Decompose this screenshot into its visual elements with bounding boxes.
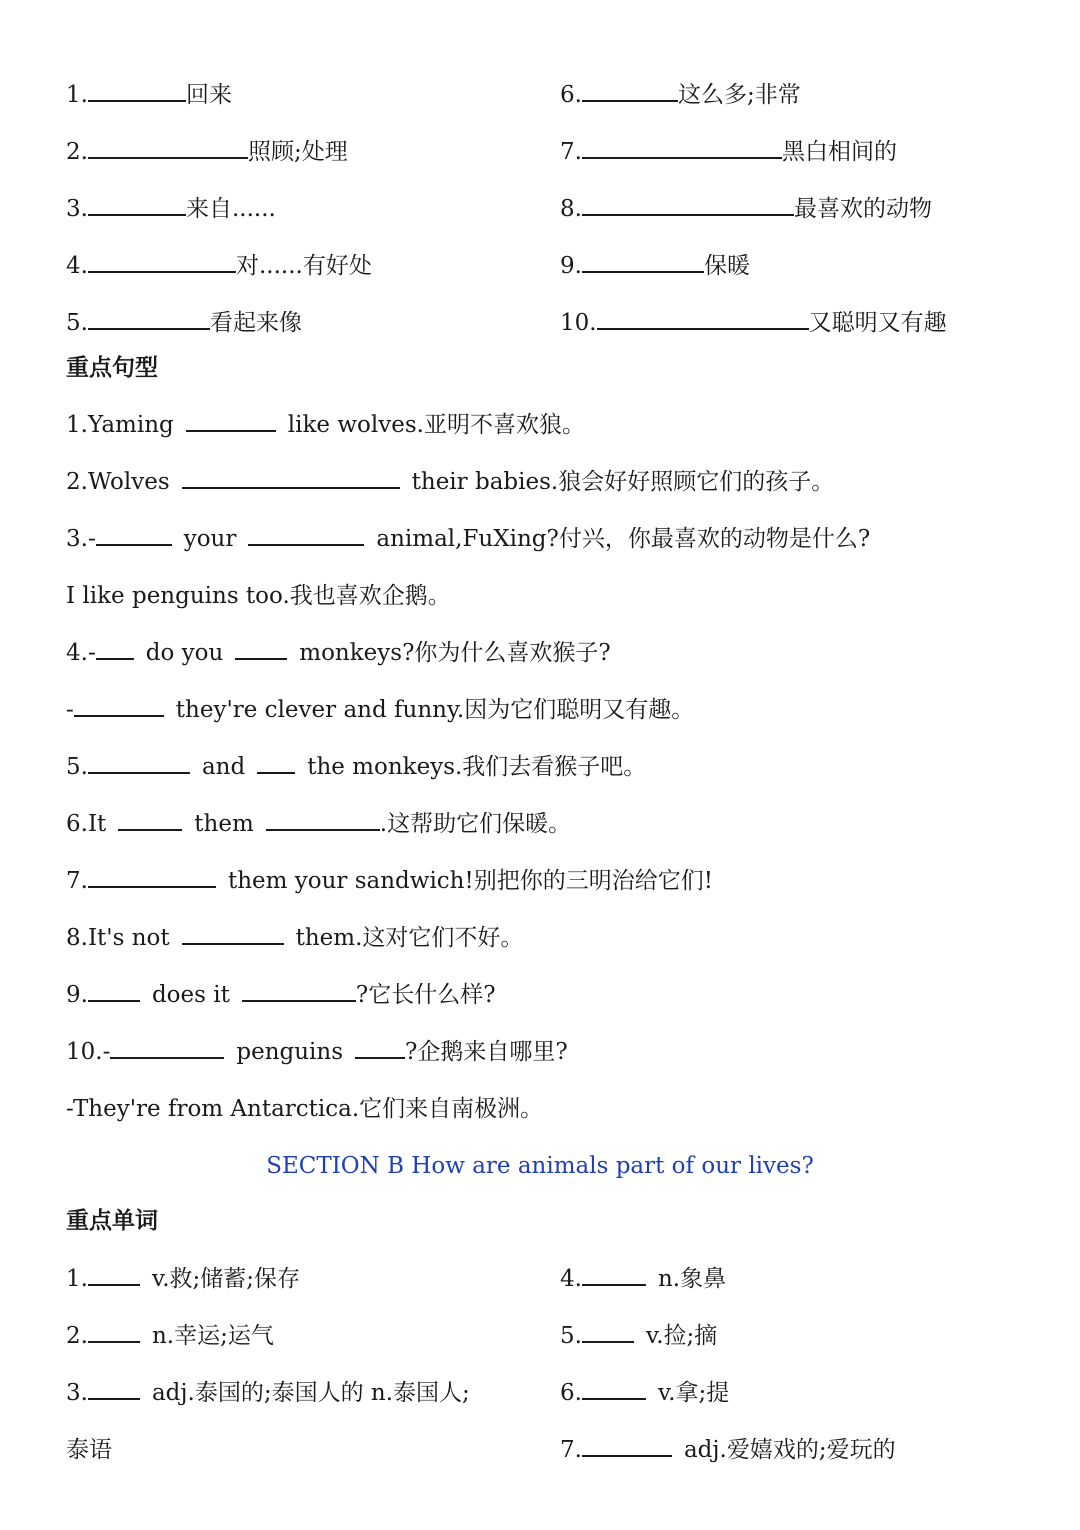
section-b-title: SECTION B How are animals part of our lives? [266,1153,814,1179]
sentence-text: penguins [236,1039,344,1065]
sentence-item [66,695,694,725]
sentence-text: 4.- [66,640,96,666]
word-item [560,1435,896,1465]
sentence-text: their babies.狼会好好照顾它们的孩子。 [411,469,835,495]
item-meaning: 来自...... [185,196,276,222]
answer-blank[interactable] [96,638,134,660]
sentence-item [66,923,523,953]
answer-blank[interactable] [110,1037,224,1059]
answer-blank[interactable] [88,980,140,1002]
item-meaning: 黑白相间的 [781,139,897,165]
word-item-continuation: 泰语 [66,1437,112,1463]
item-number: 5. [66,310,88,336]
sentence-text: the monkeys.我们去看猴子吧。 [307,754,647,780]
item-meaning: v.捡;摘 [645,1323,718,1349]
sentence-item [66,980,496,1010]
vocab-item [66,80,232,110]
word-item [560,1264,726,1294]
answer-blank[interactable] [88,866,216,888]
word-item [560,1321,717,1351]
vocab-item [560,194,932,224]
sentence-text: like wolves.亚明不喜欢狼。 [287,412,585,438]
sentence-text: 7. [66,868,88,894]
word-item [66,1264,300,1294]
item-number: 9. [560,253,582,279]
sentence-item [66,638,611,668]
item-meaning: 又聪明又有趣 [808,310,947,336]
answer-blank[interactable] [88,251,236,273]
answer-blank[interactable] [88,1378,140,1400]
sentence-text: they're clever and funny.因为它们聪明又有趣。 [175,697,695,723]
sentence-text: 3.- [66,526,96,552]
answer-blank[interactable] [597,308,809,330]
item-meaning: 照顾;处理 [247,139,348,165]
answer-blank[interactable] [582,1435,672,1457]
answer-blank[interactable] [248,524,364,546]
sentence-item: -They're from Antarctica.它们来自南极洲。 [66,1096,544,1122]
item-number: 10. [560,310,597,336]
item-number: 2. [66,1323,88,1349]
answer-blank[interactable] [582,194,794,216]
sentence-text: - [66,697,74,723]
item-meaning: 回来 [185,82,232,108]
vocab-item [560,137,897,167]
sentence-text: animal,FuXing?付兴，你最喜欢的动物是什么? [376,526,871,552]
answer-blank[interactable] [88,752,190,774]
word-item [560,1378,729,1408]
answer-blank[interactable] [88,137,248,159]
item-number: 6. [560,82,582,108]
sentence-text: does it [151,982,230,1008]
item-number: 6. [560,1380,582,1406]
answer-blank[interactable] [182,923,284,945]
answer-blank[interactable] [186,410,276,432]
sentence-text: your [183,526,237,552]
section-heading-words: 重点单词 [66,1207,158,1234]
answer-blank[interactable] [88,1321,140,1343]
item-meaning: n.象鼻 [657,1266,727,1292]
item-meaning: n.幸运;运气 [151,1323,274,1349]
item-number: 3. [66,196,88,222]
answer-blank[interactable] [257,752,295,774]
vocab-item [66,137,348,167]
sentence-text: them [194,811,254,837]
sentence-item [66,809,571,839]
sentence-text: 1.Yaming [66,412,174,438]
item-number: 3. [66,1380,88,1406]
section-heading-sentences: 重点句型 [66,354,158,381]
answer-blank[interactable] [96,524,172,546]
sentence-item [66,524,870,554]
sentence-item [66,866,713,896]
sentence-text: 9. [66,982,88,1008]
answer-blank[interactable] [88,1264,140,1286]
sentence-item [66,467,834,497]
answer-blank[interactable] [242,980,356,1002]
item-number: 5. [560,1323,582,1349]
vocab-item [66,251,372,281]
answer-blank[interactable] [88,308,210,330]
sentence-text: and [201,754,246,780]
sentence-item [66,752,646,782]
sentence-item [66,410,585,440]
sentence-text: ?它长什么样? [355,982,496,1008]
sentence-text: 8.It's not [66,925,170,951]
answer-blank[interactable] [582,1264,646,1286]
vocab-item [66,308,302,338]
item-meaning: adj.泰国的;泰国人的 n.泰国人; [151,1380,470,1406]
vocab-item [66,194,276,224]
item-number: 4. [560,1266,582,1292]
answer-blank[interactable] [266,809,380,831]
answer-blank[interactable] [582,1378,646,1400]
sentence-text: 10.- [66,1039,111,1065]
vocab-item [560,308,947,338]
word-item [66,1378,470,1408]
answer-blank[interactable] [118,809,182,831]
answer-blank[interactable] [582,137,782,159]
answer-blank[interactable] [74,695,164,717]
answer-blank[interactable] [582,80,678,102]
answer-blank[interactable] [355,1037,405,1059]
answer-blank[interactable] [235,638,287,660]
sentence-text: .这帮助它们保暖。 [379,811,572,837]
item-meaning: 保暖 [703,253,750,279]
vocab-item [560,80,801,110]
sentence-item: I like penguins too.我也喜欢企鹅。 [66,583,451,609]
item-meaning: 看起来像 [209,310,302,336]
item-number: 4. [66,253,88,279]
sentence-text: do you [145,640,224,666]
item-number: 2. [66,139,88,165]
vocab-item [560,251,750,281]
answer-blank[interactable] [582,251,704,273]
sentence-item [66,1037,568,1067]
sentence-text: them.这对它们不好。 [295,925,524,951]
item-number: 8. [560,196,582,222]
sentence-text: 5. [66,754,88,780]
item-meaning: 这么多;非常 [677,82,801,108]
answer-blank[interactable] [182,467,400,489]
sentence-text: ?企鹅来自哪里? [405,1039,568,1065]
item-number: 1. [66,1266,88,1292]
answer-blank[interactable] [88,80,186,102]
item-meaning: v.拿;提 [657,1380,730,1406]
word-item [66,1321,274,1351]
answer-blank[interactable] [88,194,186,216]
item-meaning: v.救;储蓄;保存 [151,1266,301,1292]
item-number: 7. [560,1437,582,1463]
item-number: 7. [560,139,582,165]
answer-blank[interactable] [582,1321,634,1343]
item-meaning: 对......有好处 [235,253,372,279]
sentence-text: monkeys?你为什么喜欢猴子? [299,640,611,666]
sentence-text: them your sandwich!别把你的三明治给它们! [227,868,713,894]
sentence-text: 6.It [66,811,107,837]
item-meaning: 最喜欢的动物 [793,196,932,222]
sentence-text: 2.Wolves [66,469,170,495]
item-meaning: adj.爱嬉戏的;爱玩的 [683,1437,896,1463]
item-number: 1. [66,82,88,108]
